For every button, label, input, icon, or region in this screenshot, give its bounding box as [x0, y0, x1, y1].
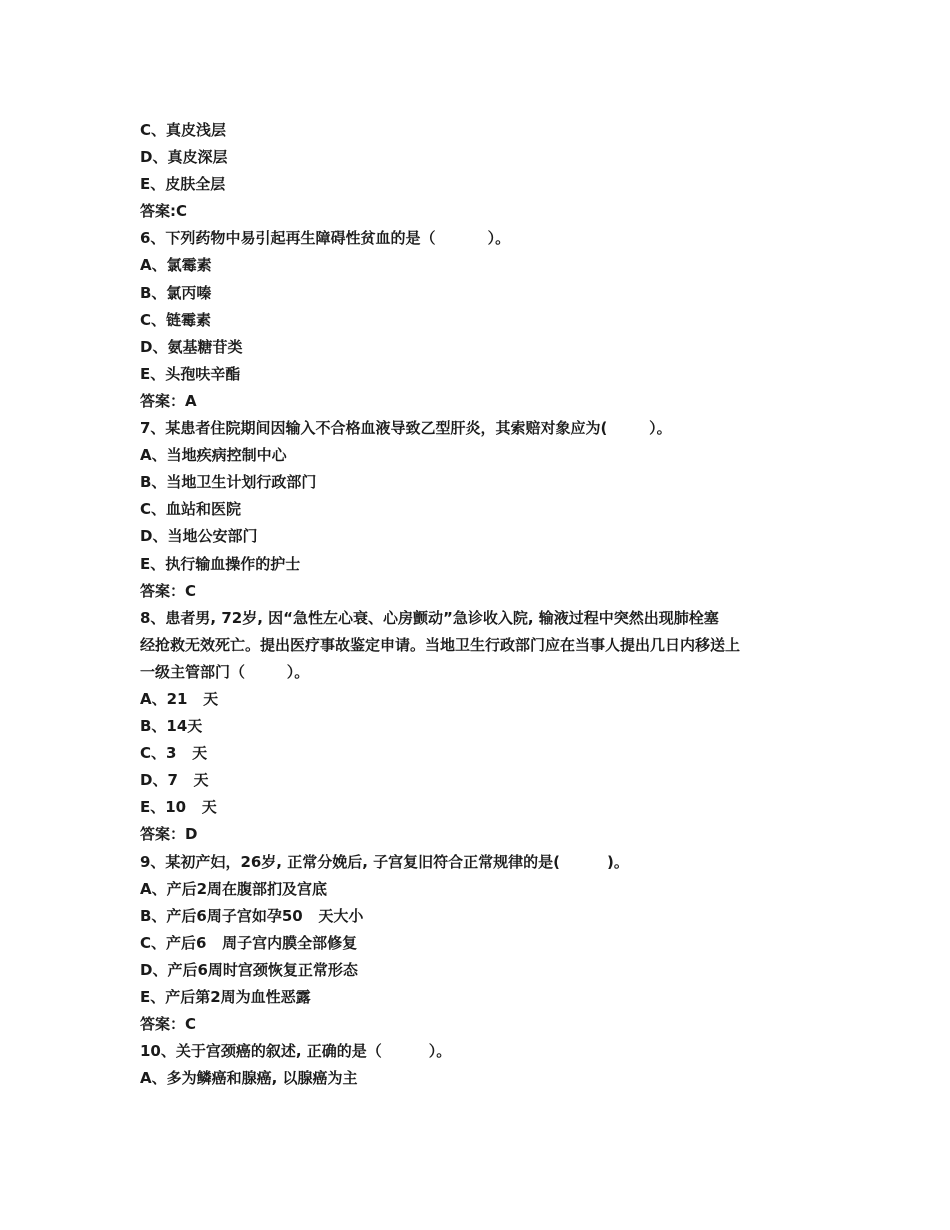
option-a-q10: A、多为鳞癌和腺癌, 以腺癌为主 — [140, 1069, 358, 1088]
answer-q9: 答案：C — [140, 1015, 197, 1034]
option-d-q9: D、产后6周时宫颈恢复正常形态 — [140, 960, 358, 979]
option-d-q8: D、7 天 — [140, 771, 209, 790]
option-e-q5: E、皮肤全层 — [140, 175, 226, 194]
option-e-q6: E、头孢呋辛酯 — [140, 364, 241, 383]
option-a-q9: A、产后2周在腹部扪及宫底 — [140, 879, 328, 898]
document-page — [140, 117, 820, 1092]
option-c-q7: C、血站和医院 — [140, 500, 242, 519]
option-b-q7: B、当地卫生计划行政部门 — [140, 473, 317, 492]
option-d-q5: D、真皮深层 — [140, 148, 228, 167]
option-a-q7: A、当地疾病控制中心 — [140, 446, 287, 465]
question-6: 6、下列药物中易引起再生障碍性贫血的是（ ）。 — [140, 229, 511, 248]
option-b-q8: B、14天 — [140, 717, 203, 736]
option-c-q9: C、产后6 周子宫内膜全部修复 — [140, 933, 358, 952]
option-a-q8: A、21 天 — [140, 689, 219, 708]
option-b-q6: B、氯丙嗪 — [140, 283, 212, 302]
answer-q8: 答案：D — [140, 825, 198, 844]
answer-q5: 答案:C — [140, 202, 188, 221]
option-b-q9: B、产后6周子宫如孕50 天大小 — [140, 906, 364, 925]
option-e-q7: E、执行输血操作的护士 — [140, 554, 301, 573]
option-d-q7: D、当地公安部门 — [140, 527, 258, 546]
answer-q6: 答案：A — [140, 391, 197, 410]
option-c-q8: C、3 天 — [140, 744, 208, 763]
question-8-line-1: 8、患者男, 72岁, 因“急性左心衰、心房颤动”急诊收入院, 输液过程中突然出现肺栓塞 — [140, 608, 719, 627]
option-d-q6: D、氨基糖苷类 — [140, 337, 243, 356]
option-e-q8: E、10 天 — [140, 798, 217, 817]
option-e-q9: E、产后第2周为血性恶露 — [140, 988, 311, 1006]
option-c-q5: C、真皮浅层 — [140, 121, 227, 139]
option-a-q6: A、氯霉素 — [140, 256, 212, 275]
question-9: 9、某初产妇，26岁, 正常分娩后, 子宫复旧符合正常规律的是( )。 — [140, 852, 629, 871]
question-8-line-3: 一级主管部门（ ）。 — [140, 662, 310, 681]
answer-q7: 答案：C — [140, 581, 197, 600]
option-c-q6: C、链霉素 — [140, 310, 212, 329]
question-8-line-2: 经抢救无效死亡。提出医疗事故鉴定申请。当地卫生行政部门应在当事人提出几日内移送上 — [140, 635, 741, 654]
question-10: 10、关于宫颈癌的叙述, 正确的是（ ）。 — [140, 1042, 452, 1061]
question-7: 7、某患者住院期间因输入不合格血液导致乙型肝炎，其索赔对象应为( ）。 — [140, 419, 672, 438]
